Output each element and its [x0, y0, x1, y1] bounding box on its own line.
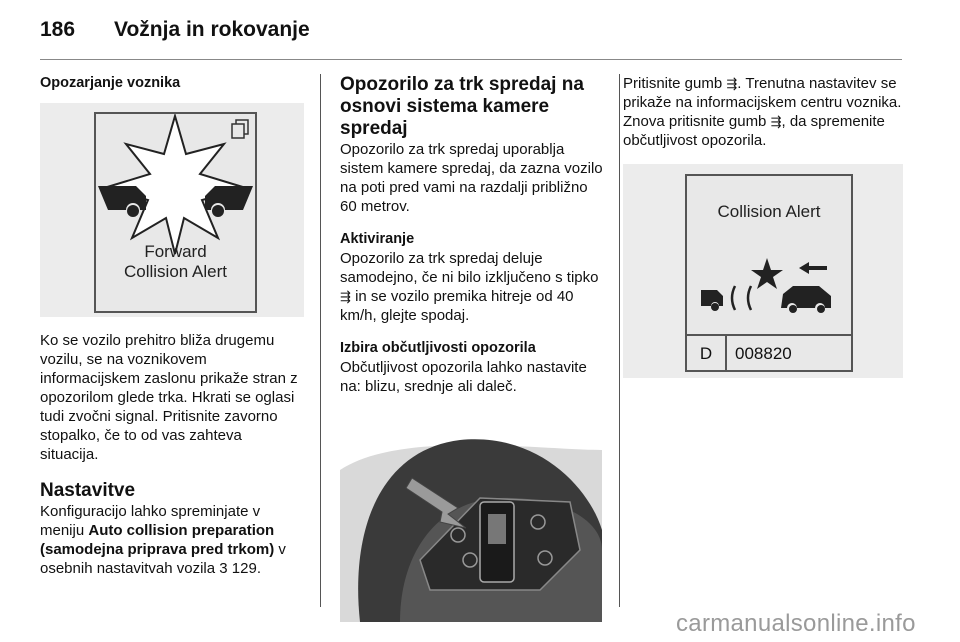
fca-button-icon: ⇶ [770, 114, 782, 129]
header-rule [40, 59, 902, 60]
setting-letter: D [687, 336, 727, 372]
settings-text-post: v osebnih nastavitvah vozila [40, 541, 286, 577]
activation-text-pre: Opozorilo za trk spredaj deluje samodejno, če ni bilo izključeno s tipko [340, 250, 599, 286]
paragraph-fca-intro: Opozorilo za trk spredaj uporablja sistem kamere spredaj, da zazna vozilo na poti pred vami na razdalji približno 60 metrov. [340, 141, 603, 215]
alert-display-text [96, 242, 255, 282]
setting-display-footer [687, 334, 851, 372]
figure-steering-wheel [340, 410, 602, 622]
settings-page-ref: 129. [227, 560, 261, 577]
watermark: carmanualsonline.info [676, 610, 916, 637]
car-sensitivity-icon [687, 246, 851, 326]
column-divider-1 [320, 74, 321, 607]
section-heading-driver-alert: Opozarjanje voznika [40, 75, 181, 91]
heading-forward-collision-camera: Opozorilo za trk spredaj na osnovi sistema kamere spredaj [340, 74, 584, 139]
steps-text-b: . Trenutna nastavitev se prikaže na informacijskem centru voznika. Znova pritisnite gumb [623, 75, 902, 130]
settings-text-pre: Konfiguracijo lahko spreminjate v meniju [40, 503, 261, 539]
subheading-sensitivity: Izbira občutljivosti opozorila [340, 340, 536, 356]
column-1 [40, 74, 304, 578]
fca-button-icon: ⇶ [340, 289, 351, 304]
paragraph-sensitivity: Občutljivost opozorila lahko nastavite na: blizu, srednje ali daleč. [340, 359, 587, 395]
settings-menu-name: Auto collision preparation (samodejna priprava pred trkom) [40, 522, 275, 558]
alert-text-line1: Forward [144, 242, 207, 261]
setting-display-frame [685, 174, 853, 372]
page-number: 186 [40, 18, 76, 41]
page-title: Vožnja in rokovanje [114, 18, 310, 41]
alert-text-line2: Collision Alert [124, 262, 227, 281]
column-divider-2 [619, 74, 620, 607]
page-header [40, 18, 920, 58]
fca-button-icon: ⇶ [726, 76, 738, 91]
page-reference-icon: 3 [219, 560, 228, 577]
steps-text-a: Pritisnite gumb [623, 75, 727, 92]
steps-text-c: , da spremenite občutljivost opozorila. [623, 113, 885, 149]
column-3 [623, 74, 903, 378]
paragraph-driver-alert: Ko se vozilo prehitro bliža drugemu vozilu, se na voznikovem informacijskem zaslonu prikaže stran z opozorilom glede trka. Hkrati se oglasi tudi zvočni signal. Pritisnite zavorno stopalko, če to od vas zahteva situacija. [40, 332, 298, 463]
column-2 [340, 74, 604, 622]
setting-display-title: Collision Alert [717, 202, 821, 221]
figure-forward-collision-alert [40, 103, 304, 317]
setting-value: 008820 [735, 344, 792, 363]
subheading-activation: Aktiviranje [340, 231, 415, 247]
alert-display-frame [94, 112, 257, 313]
paragraph-sensitivity-steps [623, 74, 903, 150]
activation-text-post: in se vozilo premika hitreje od 40 km/h, glejte spodaj. [340, 288, 574, 324]
steering-wheel-illustration [340, 410, 602, 622]
heading-settings: Nastavitve [40, 480, 136, 501]
paragraph-activation [340, 249, 604, 325]
figure-collision-alert-setting [623, 164, 903, 378]
paragraph-settings [40, 502, 304, 578]
